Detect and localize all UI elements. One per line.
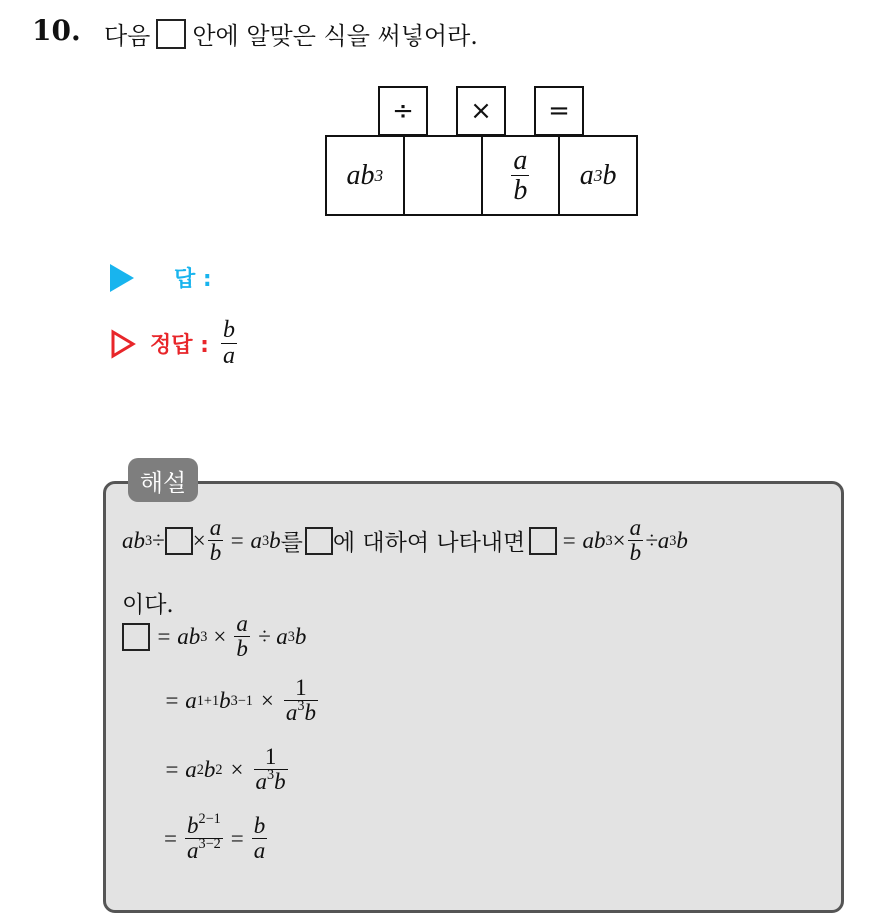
cell-ab3: ab 3: [327, 137, 405, 214]
s4-den-exp: 3−2: [198, 836, 221, 853]
equals-symbol: =: [548, 96, 570, 126]
cell-a-over-b: [483, 137, 561, 214]
s1-times: ×: [213, 623, 227, 649]
cell-ab3-base: ab: [346, 159, 375, 191]
s4-eq: =: [164, 825, 177, 851]
blank-box-icon: [529, 527, 557, 555]
s1-fden: b: [236, 636, 248, 662]
s3-b: b: [203, 756, 216, 782]
s3-fden-b: b: [274, 769, 286, 795]
blank-box-icon: [305, 527, 333, 555]
l1-div: ÷: [152, 527, 165, 553]
l1-text2: 에 대하여 나타내면: [332, 530, 526, 557]
answer-line: [110, 262, 212, 293]
blank-box-icon: [165, 527, 193, 555]
equals-operator-box: [534, 86, 584, 136]
s3-times: ×: [230, 756, 244, 782]
l1-text1: 를: [280, 530, 303, 557]
l1-fnum: a: [209, 515, 222, 540]
s2-fden-a: a: [285, 700, 298, 726]
l1-eq: = a: [229, 527, 263, 553]
cell-a3b-a: a: [579, 159, 594, 191]
correct-answer-value: [221, 318, 237, 369]
multiply-operator-box: [456, 86, 506, 136]
divide-operator-box: [378, 86, 428, 136]
s1-fnum: a: [236, 611, 248, 636]
l1-rhs-b: b: [676, 527, 688, 553]
solution-step-1: = ab 3 × $\frac{a}{b}$ ÷ a 3 b: [122, 612, 306, 661]
s4-num-b: b: [186, 813, 199, 838]
expression-row: [325, 135, 638, 216]
outline-triangle-icon: [110, 329, 136, 359]
cell-frac-num: a: [513, 144, 528, 176]
s2-eq: = a: [164, 687, 197, 713]
solution-step-3: = a 2 b 2 × $\frac{1}{a^3b}$: [164, 744, 286, 795]
s2-fden-exp: 3: [297, 698, 305, 715]
solution-badge: 해설: [128, 458, 198, 502]
s4-num-exp: 2−1: [198, 811, 221, 828]
l1-rhs-fden: b: [629, 540, 642, 566]
l1-rhs-fnum: a: [629, 515, 642, 540]
blank-box-icon: [122, 623, 150, 651]
correct-answer-label: 정답 :: [150, 333, 209, 359]
l1-ab: ab: [122, 527, 145, 553]
s2-fnum: 1: [295, 675, 307, 700]
blank-box-icon: [156, 19, 186, 49]
question-text: [104, 16, 478, 51]
s1-b: b: [294, 623, 307, 649]
s1-div: ÷ a: [257, 623, 288, 649]
cell-blank-input[interactable]: [405, 137, 483, 214]
l1-times: ×: [192, 527, 206, 553]
answer-label: 답 :: [174, 267, 212, 292]
filled-triangle-icon: [110, 264, 134, 292]
divide-symbol: ÷: [392, 96, 414, 126]
s4-den-a: a: [186, 838, 199, 864]
s3-fden-a: a: [255, 769, 268, 795]
l1-rhs-div: ÷a: [645, 527, 670, 553]
s4-fden: a: [253, 838, 266, 864]
solution-line-1: ab 3 ÷ × $\frac{a}{b}$ = a 3 b 를 에 대하여 나타내면 = ab 3 × $\frac{a}{b}$ ÷a 3 b: [122, 515, 688, 566]
s4-eq2: =: [230, 825, 244, 851]
cell-a3b-b: b: [602, 159, 617, 191]
l1-b: b: [269, 527, 281, 553]
s4-fnum: b: [253, 813, 266, 838]
correct-answer-line: [110, 318, 239, 369]
cell-frac-den: b: [513, 175, 528, 206]
s3-fden-exp: 3: [267, 767, 275, 784]
l2-text: 이다.: [122, 592, 174, 618]
question-text-before: 다음: [104, 22, 151, 50]
s1-eq: = ab: [156, 623, 201, 649]
question-text-after: 안에 알맞은 식을 써넣어라.: [192, 22, 478, 50]
s2-fden-b: b: [304, 700, 316, 726]
s3-eq: = a: [164, 756, 197, 782]
multiply-symbol: ×: [470, 96, 492, 126]
l1-rhs-times: ×: [612, 527, 626, 553]
solution-step-4: [164, 811, 269, 864]
l1-fden: b: [209, 540, 222, 566]
s2-b: b: [219, 687, 231, 713]
answer-den: a: [222, 343, 235, 370]
s2-times: ×: [260, 687, 274, 713]
solution-step-2: = a 1+1 b 3−1 × $\frac{1}{a^3b}$: [164, 675, 316, 726]
question-number: 10.: [32, 14, 81, 47]
answer-num: b: [222, 317, 235, 343]
s3-fnum: 1: [264, 744, 277, 769]
cell-a3b: a 3 b: [579, 159, 617, 191]
l1-rhs-eq: = ab: [561, 527, 606, 553]
